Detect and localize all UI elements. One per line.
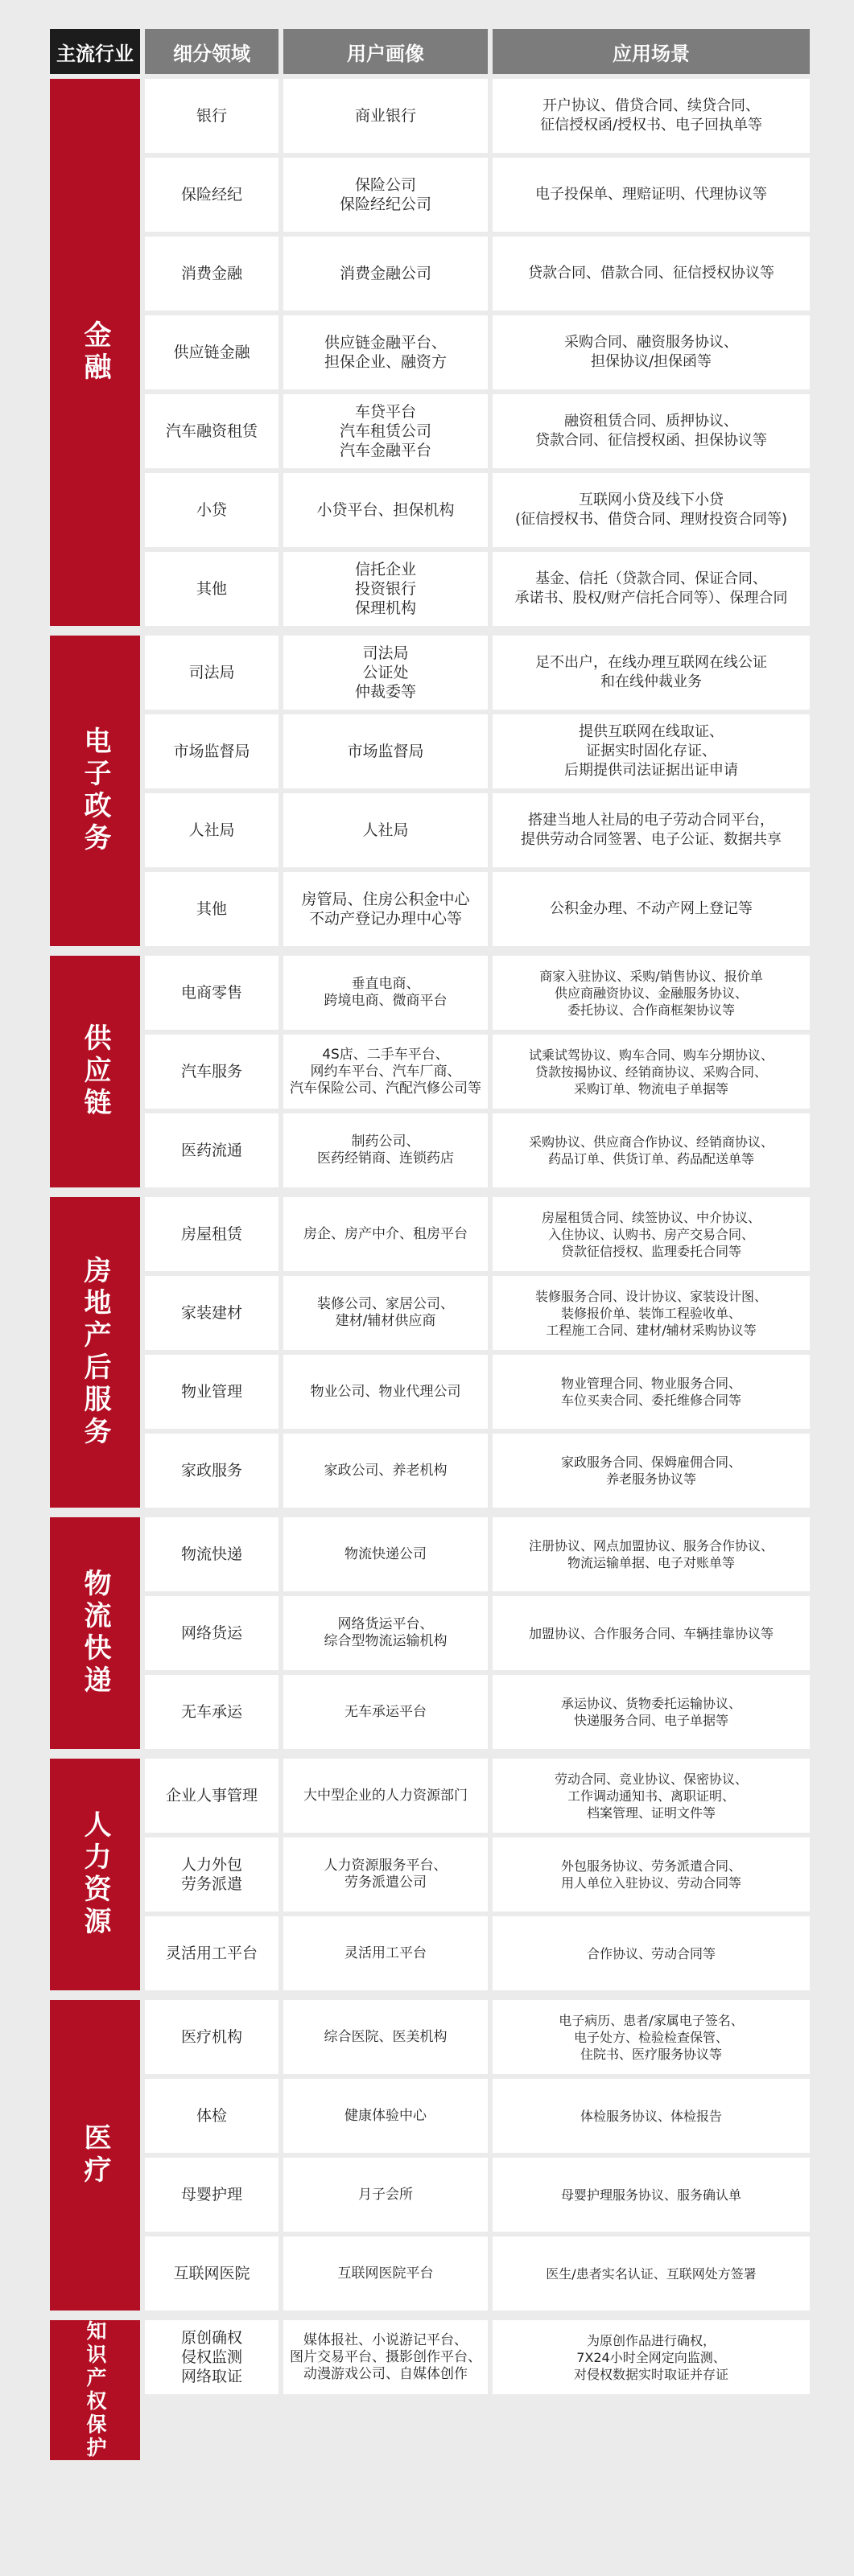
subfield-rows xyxy=(145,1517,810,1749)
industry-name: 供应链 xyxy=(79,1023,111,1120)
subfield-cell: 家装建材 xyxy=(145,1276,278,1350)
subfield-cell: 汽车融资租赁 xyxy=(145,394,278,468)
industry-name: 物流快递 xyxy=(79,1569,111,1697)
user-profile-cell: 月子会所 xyxy=(283,2158,488,2232)
user-profile-cell: 供应链金融平台、 担保企业、融资方 xyxy=(283,315,488,389)
subfield-cell: 物流快递 xyxy=(145,1517,278,1591)
table-row xyxy=(145,552,810,626)
application-scenario-cell: 家政服务合同、保姆雇佣合同、 养老服务协议等 xyxy=(493,1434,810,1508)
industry-label-cell xyxy=(50,1759,140,1990)
industry-name: 电子政务 xyxy=(79,726,111,855)
industry-table xyxy=(50,29,810,2470)
table-row xyxy=(145,1276,810,1350)
subfield-rows xyxy=(145,956,810,1187)
subfield-cell: 物业管理 xyxy=(145,1355,278,1429)
user-profile-cell: 商业银行 xyxy=(283,79,488,153)
application-scenario-cell: 承运协议、货物委托运输协议、 快递服务合同、电子单据等 xyxy=(493,1675,810,1749)
table-row xyxy=(145,79,810,153)
table-row xyxy=(145,2000,810,2074)
subfield-cell: 汽车服务 xyxy=(145,1035,278,1109)
subfield-rows xyxy=(145,79,810,626)
user-profile-cell: 人社局 xyxy=(283,793,488,867)
industry-name: 医疗 xyxy=(79,2123,111,2187)
user-profile-cell: 司法局 公证处 仲裁委等 xyxy=(283,636,488,710)
user-profile-cell: 人力资源服务平台、 劳务派遣公司 xyxy=(283,1837,488,1911)
subfield-cell: 人力外包 劳务派遣 xyxy=(145,1837,278,1911)
subfield-cell: 原创确权 侵权监测 网络取证 xyxy=(145,2320,278,2394)
subfield-cell: 司法局 xyxy=(145,636,278,710)
subfield-cell: 人社局 xyxy=(145,793,278,867)
application-scenario-cell: 试乘试驾协议、购车合同、购车分期协议、 贷款按揭协议、经销商协议、采购合同、 采购订单、物流电子单据等 xyxy=(493,1035,810,1109)
table-row xyxy=(145,714,810,788)
user-profile-cell: 无车承运平台 xyxy=(283,1675,488,1749)
table-row xyxy=(145,2237,810,2311)
subfield-cell: 保险经纪 xyxy=(145,158,278,232)
user-profile-cell: 综合医院、医美机构 xyxy=(283,2000,488,2074)
table-row xyxy=(145,1434,810,1508)
user-profile-cell: 灵活用工平台 xyxy=(283,1916,488,1990)
table-row xyxy=(145,2320,810,2394)
sections-container xyxy=(50,79,810,2460)
subfield-cell: 电商零售 xyxy=(145,956,278,1030)
subfield-cell: 消费金融 xyxy=(145,237,278,311)
table-row xyxy=(145,2158,810,2232)
application-scenario-cell: 装修服务合同、设计协议、家装设计图、 装修报价单、装饰工程验收单、 工程施工合同、建材/辅材采购协议等 xyxy=(493,1276,810,1350)
user-profile-cell: 房企、房产中介、租房平台 xyxy=(283,1197,488,1271)
application-scenario-cell: 劳动合同、竞业协议、保密协议、 工作调动通知书、离职证明、 档案管理、证明文件等 xyxy=(493,1759,810,1833)
subfield-cell: 灵活用工平台 xyxy=(145,1916,278,1990)
industry-name: 房地产后服务 xyxy=(79,1256,111,1449)
application-scenario-cell: 贷款合同、借款合同、征信授权协议等 xyxy=(493,237,810,311)
table-row xyxy=(145,636,810,710)
user-profile-cell: 消费金融公司 xyxy=(283,237,488,311)
application-scenario-cell: 外包服务协议、劳务派遣合同、 用人单位入驻协议、劳动合同等 xyxy=(493,1837,810,1911)
application-scenario-cell: 加盟协议、合作服务合同、车辆挂靠协议等 xyxy=(493,1596,810,1670)
subfield-rows xyxy=(145,1759,810,1990)
user-profile-cell: 车贷平台 汽车租赁公司 汽车金融平台 xyxy=(283,394,488,468)
subfield-cell: 其他 xyxy=(145,872,278,946)
application-scenario-cell: 提供互联网在线取证、 证据实时固化存证、 后期提供司法证据出证申请 xyxy=(493,714,810,788)
subfield-cell: 医药流通 xyxy=(145,1113,278,1187)
user-profile-cell: 市场监督局 xyxy=(283,714,488,788)
application-scenario-cell: 体检服务协议、体检报告 xyxy=(493,2079,810,2153)
application-scenario-cell: 房屋租赁合同、续签协议、中介协议、 入住协议、认购书、房产交易合同、 贷款征信授权、监理委托合同等 xyxy=(493,1197,810,1271)
table-row xyxy=(145,872,810,946)
user-profile-cell: 4S店、二手车平台、 网约车平台、汽车厂商、 汽车保险公司、汽配汽修公司等 xyxy=(283,1035,488,1109)
industry-section xyxy=(50,956,810,1187)
application-scenario-cell: 互联网小贷及线下小贷 (征信授权书、借贷合同、理财投资合同等) xyxy=(493,473,810,547)
industry-section xyxy=(50,2000,810,2311)
application-scenario-cell: 采购合同、融资服务协议、 担保协议/担保函等 xyxy=(493,315,810,389)
table-row xyxy=(145,2079,810,2153)
subfield-cell: 小贷 xyxy=(145,473,278,547)
subfield-cell: 供应链金融 xyxy=(145,315,278,389)
subfield-rows xyxy=(145,1197,810,1508)
subfield-cell: 体检 xyxy=(145,2079,278,2153)
industry-section xyxy=(50,1759,810,1990)
table-row xyxy=(145,1035,810,1109)
subfield-cell: 无车承运 xyxy=(145,1675,278,1749)
application-scenario-cell: 电子病历、患者/家属电子签名、 电子处方、检验检查保管、 住院书、医疗服务协议等 xyxy=(493,2000,810,2074)
application-scenario-cell: 搭建当地人社局的电子劳动合同平台， 提供劳动合同签署、电子公证、数据共享 xyxy=(493,793,810,867)
industry-name: 知识产权保护 xyxy=(84,2320,107,2460)
industry-name: 人力资源 xyxy=(79,1810,111,1939)
table-row xyxy=(145,1113,810,1187)
user-profile-cell: 物流快递公司 xyxy=(283,1517,488,1591)
table-row xyxy=(145,315,810,389)
table-row xyxy=(145,1517,810,1591)
user-profile-cell: 大中型企业的人力资源部门 xyxy=(283,1759,488,1833)
industry-section xyxy=(50,1197,810,1508)
header-row xyxy=(50,29,810,74)
application-scenario-cell: 足不出户，在线办理互联网在线公证 和在线仲裁业务 xyxy=(493,636,810,710)
application-scenario-cell: 商家入驻协议、采购/销售协议、报价单 供应商融资协议、金融服务协议、 委托协议、合作商框架协议等 xyxy=(493,956,810,1030)
industry-name: 金融 xyxy=(79,320,111,385)
table-row xyxy=(145,394,810,468)
table-row xyxy=(145,793,810,867)
user-profile-cell: 健康体验中心 xyxy=(283,2079,488,2153)
user-profile-cell: 家政公司、养老机构 xyxy=(283,1434,488,1508)
subfield-cell: 房屋租赁 xyxy=(145,1197,278,1271)
application-scenario-cell: 物业管理合同、物业服务合同、 车位买卖合同、委托维修合同等 xyxy=(493,1355,810,1429)
user-profile-cell: 信托企业 投资银行 保理机构 xyxy=(283,552,488,626)
application-scenario-cell: 注册协议、网点加盟协议、服务合作协议、 物流运输单据、电子对账单等 xyxy=(493,1517,810,1591)
header-industry: 主流行业 xyxy=(50,29,140,74)
application-scenario-cell: 开户协议、借贷合同、续贷合同、 征信授权函/授权书、电子回执单等 xyxy=(493,79,810,153)
table-row xyxy=(145,1355,810,1429)
table-row xyxy=(145,1916,810,1990)
industry-section xyxy=(50,1517,810,1749)
user-profile-cell: 媒体报社、小说游记平台、 图片交易平台、摄影创作平台、 动漫游戏公司、自媒体创作 xyxy=(283,2320,488,2394)
table-row xyxy=(145,158,810,232)
subfield-cell: 家政服务 xyxy=(145,1434,278,1508)
industry-label-cell xyxy=(50,2000,140,2311)
industry-label-cell xyxy=(50,79,140,626)
user-profile-cell: 垂直电商、 跨境电商、微商平台 xyxy=(283,956,488,1030)
table-row xyxy=(145,473,810,547)
application-scenario-cell: 采购协议、供应商合作协议、经销商协议、 药品订单、供货订单、药品配送单等 xyxy=(493,1113,810,1187)
application-scenario-cell: 公积金办理、不动产网上登记等 xyxy=(493,872,810,946)
application-scenario-cell: 母婴护理服务协议、服务确认单 xyxy=(493,2158,810,2232)
subfield-cell: 银行 xyxy=(145,79,278,153)
application-scenario-cell: 为原创作品进行确权， 7X24小时全网定向监测、 对侵权数据实时取证并存证 xyxy=(493,2320,810,2394)
subfield-rows xyxy=(145,2320,810,2460)
industry-section xyxy=(50,636,810,946)
subfield-cell: 市场监督局 xyxy=(145,714,278,788)
header-application-scenario: 应用场景 xyxy=(493,29,810,74)
user-profile-cell: 房管局、住房公积金中心 不动产登记办理中心等 xyxy=(283,872,488,946)
subfield-rows xyxy=(145,636,810,946)
industry-label-cell xyxy=(50,956,140,1187)
header-user-profile: 用户画像 xyxy=(283,29,488,74)
application-scenario-cell: 合作协议、劳动合同等 xyxy=(493,1916,810,1990)
subfield-cell: 网络货运 xyxy=(145,1596,278,1670)
application-scenario-cell: 医生/患者实名认证、互联网处方签署 xyxy=(493,2237,810,2311)
user-profile-cell: 装修公司、家居公司、 建材/辅材供应商 xyxy=(283,1276,488,1350)
table-row xyxy=(145,1837,810,1911)
user-profile-cell: 互联网医院平台 xyxy=(283,2237,488,2311)
header-subfield: 细分领域 xyxy=(145,29,278,74)
subfield-rows xyxy=(145,2000,810,2311)
application-scenario-cell: 基金、信托（贷款合同、保证合同、 承诺书、股权/财产信托合同等）、保理合同 xyxy=(493,552,810,626)
industry-label-cell xyxy=(50,636,140,946)
industry-section xyxy=(50,79,810,626)
table-row xyxy=(145,1759,810,1833)
subfield-cell: 其他 xyxy=(145,552,278,626)
application-scenario-cell: 电子投保单、理赔证明、代理协议等 xyxy=(493,158,810,232)
subfield-cell: 互联网医院 xyxy=(145,2237,278,2311)
industry-label-cell xyxy=(50,2320,140,2460)
table-row xyxy=(145,237,810,311)
table-row xyxy=(145,1675,810,1749)
industry-label-cell xyxy=(50,1197,140,1508)
user-profile-cell: 物业公司、物业代理公司 xyxy=(283,1355,488,1429)
industry-label-cell xyxy=(50,1517,140,1749)
application-scenario-cell: 融资租赁合同、质押协议、 贷款合同、征信授权函、担保协议等 xyxy=(493,394,810,468)
user-profile-cell: 保险公司 保险经纪公司 xyxy=(283,158,488,232)
subfield-cell: 企业人事管理 xyxy=(145,1759,278,1833)
subfield-cell: 母婴护理 xyxy=(145,2158,278,2232)
subfield-cell: 医疗机构 xyxy=(145,2000,278,2074)
user-profile-cell: 制药公司、 医药经销商、连锁药店 xyxy=(283,1113,488,1187)
table-row xyxy=(145,1596,810,1670)
table-row xyxy=(145,956,810,1030)
industry-section xyxy=(50,2320,810,2460)
table-row xyxy=(145,1197,810,1271)
user-profile-cell: 小贷平台、担保机构 xyxy=(283,473,488,547)
user-profile-cell: 网络货运平台、 综合型物流运输机构 xyxy=(283,1596,488,1670)
